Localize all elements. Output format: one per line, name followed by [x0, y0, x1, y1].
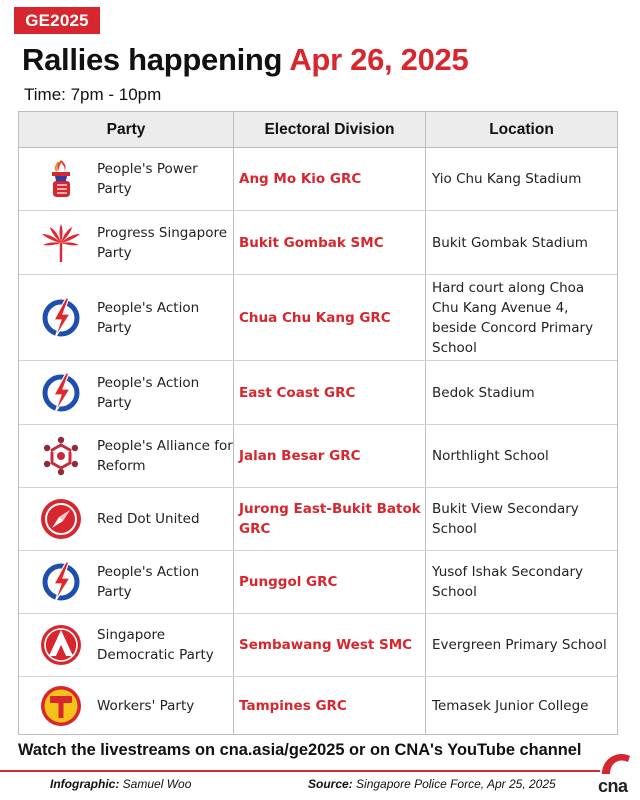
location-cell: Bedok Stadium: [432, 384, 535, 401]
header-location: Location: [489, 120, 554, 138]
arrow-circle-icon: [39, 623, 83, 667]
palm-leaves-icon: [39, 221, 83, 265]
footer-divider: [0, 770, 600, 772]
table-row: [19, 211, 617, 275]
division-cell: Tampines GRC: [234, 677, 426, 735]
party-cell: [19, 275, 234, 360]
page-title: [22, 42, 468, 78]
division-cell: Punggol GRC: [234, 551, 426, 613]
division-cell: Jalan Besar GRC: [234, 425, 426, 487]
location-cell: Yusof Ishak Secondary School: [432, 564, 584, 600]
location-cell: Hard court along Choa Chu Kang Avenue 4, beside Concord Primary School: [432, 279, 594, 356]
lightning-circle-icon: [39, 371, 83, 415]
lightning-circle-icon: [39, 296, 83, 340]
division-cell: Bukit Gombak SMC: [234, 211, 426, 274]
infographic-label: Infographic:: [50, 777, 120, 791]
table-row: [19, 275, 617, 361]
table-row: [19, 148, 617, 211]
title-prefix: Rallies happening: [22, 42, 283, 77]
header-party: Party: [19, 112, 234, 147]
table-row: [19, 677, 617, 735]
table-row: [19, 551, 617, 614]
party-cell: [19, 425, 234, 487]
party-name: People's Power Party: [97, 161, 198, 197]
compass-circle-icon: [39, 497, 83, 541]
division-cell: Jurong East-Bukit Batok GRC: [234, 488, 426, 550]
source-text: Singapore Police Force, Apr 25, 2025: [356, 777, 556, 791]
party-cell: [19, 211, 234, 274]
party-cell: [19, 551, 234, 613]
party-cell: [19, 677, 234, 735]
lightning-circle-icon: [39, 560, 83, 604]
party-cell: [19, 148, 234, 210]
source-label: Source:: [308, 777, 353, 791]
title-date: Apr 26, 2025: [289, 42, 469, 77]
location-cell: Northlight School: [432, 448, 549, 464]
table-header: [19, 112, 617, 148]
source-credit: [308, 777, 556, 791]
division-cell: Chua Chu Kang GRC: [234, 275, 426, 360]
rallies-table: [18, 111, 618, 735]
table-row: [19, 488, 617, 551]
time-range: Time: 7pm - 10pm: [24, 85, 162, 104]
party-name: People's Alliance for Reform: [97, 438, 233, 474]
torch-fist-icon: [39, 157, 83, 201]
party-cell: [19, 614, 234, 676]
table-row: [19, 614, 617, 677]
location-cell: Bukit Gombak Stadium: [432, 234, 588, 251]
table-row: [19, 425, 617, 488]
location-cell: Temasek Junior College: [432, 698, 589, 714]
infographic-name: Samuel Woo: [122, 777, 192, 791]
party-name: People's Action Party: [97, 299, 200, 336]
party-cell: [19, 361, 234, 424]
party-name: Progress Singapore Party: [97, 224, 228, 261]
location-cell: Yio Chu Kang Stadium: [432, 171, 582, 187]
party-name: Workers' Party: [97, 698, 195, 714]
ge2025-tag: GE2025: [14, 7, 100, 34]
location-cell: Evergreen Primary School: [432, 637, 607, 653]
hammer-circle-icon: [39, 684, 83, 728]
party-cell: [19, 488, 234, 550]
division-cell: East Coast GRC: [234, 361, 426, 424]
header-division: Electoral Division: [234, 112, 426, 147]
infographic-credit: [50, 777, 191, 791]
location-cell: Bukit View Secondary School: [432, 501, 579, 537]
division-cell: Sembawang West SMC: [234, 614, 426, 676]
party-name: People's Action Party: [97, 564, 200, 600]
division-cell: Ang Mo Kio GRC: [234, 148, 426, 210]
livestream-note: Watch the livestreams on cna.asia/ge2025 or on CNA's YouTube channel: [18, 741, 582, 759]
party-name: Red Dot United: [97, 511, 200, 527]
table-row: [19, 361, 617, 425]
people-ring-icon: [39, 434, 83, 478]
party-name: People's Action Party: [97, 374, 200, 411]
party-name: Singapore Democratic Party: [97, 627, 214, 663]
cna-logo-text: cna: [598, 776, 628, 796]
